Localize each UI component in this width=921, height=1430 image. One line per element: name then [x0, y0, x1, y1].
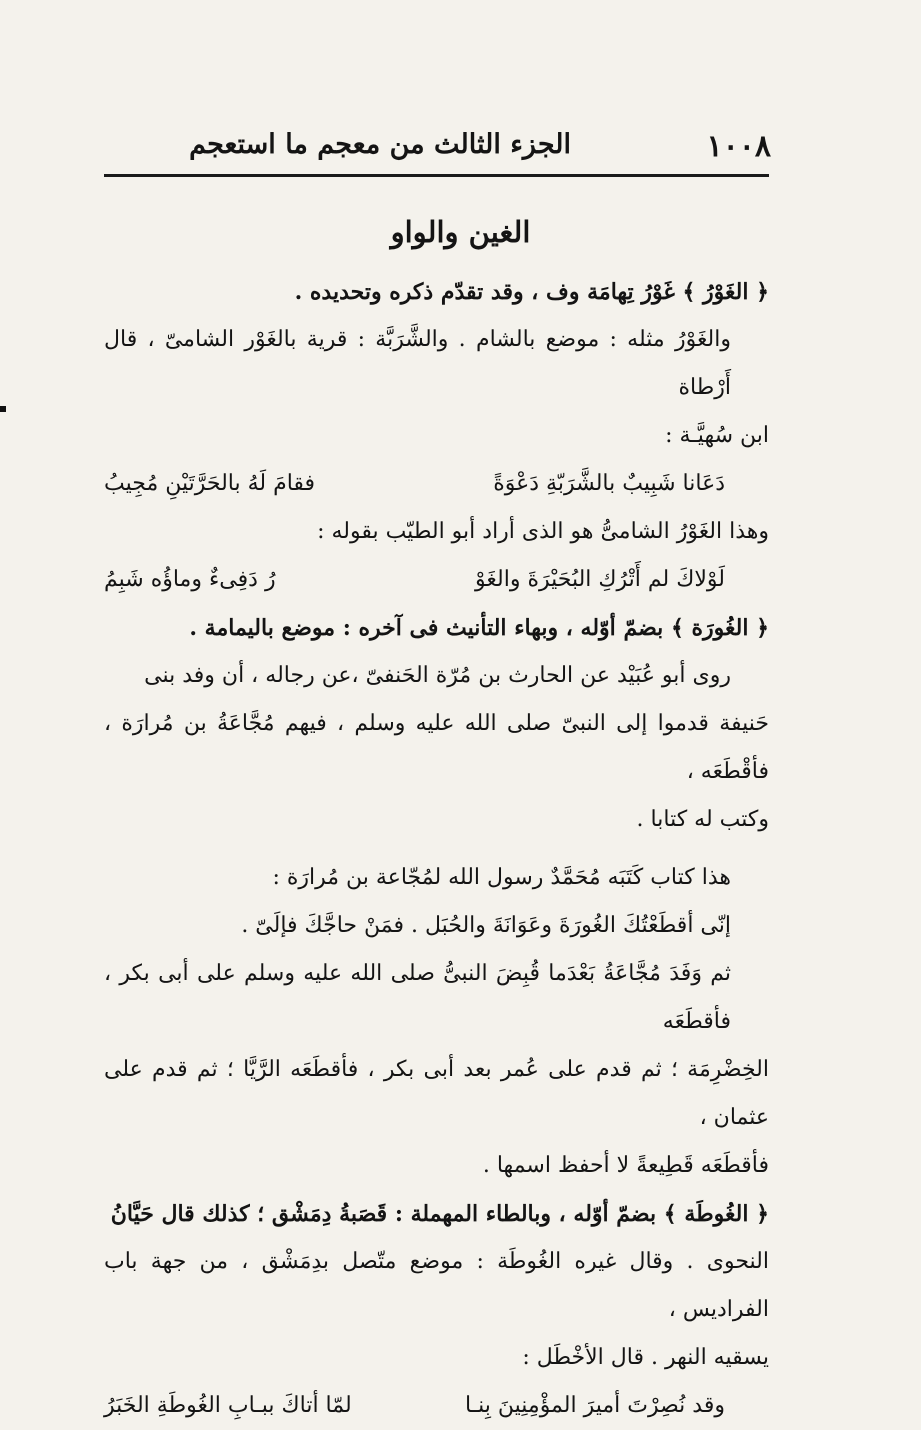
text-line: والغَوْرُ مثله : موضع بالشام . والشَّرَبَّة : قرية بالغَوْر الشامىّ ، قال أَرْطاة	[104, 327, 731, 400]
quote-line: هذا كتاب كَتَبَه مُحَمَّدٌ رسول الله لمُجّاعة بن مُرارَة :	[272, 865, 731, 890]
margin-mark	[0, 406, 6, 412]
body-text	[104, 268, 769, 1430]
verse-hemistich: دَعَانا شَبِيبٌ بالشَّرَبّةِ دَعْوَةً	[493, 471, 725, 496]
text-line: النحوى . وقال غيره الغُوطَة : موضع متّصل بدِمَشْق ، من جهة باب الفراديس ،	[104, 1249, 769, 1322]
text-line: فأقطَعَه قَطِيعةً لا أحفظ اسمها .	[482, 1153, 769, 1178]
verse-hemistich: وقد نُصِرْتَ أميرَ المؤْمِنِينَ بِنـا	[464, 1393, 725, 1418]
text-line: ثم وَفَدَ مُجَّاعَةُ بَعْدَما قُبِضَ النبىُّ صلى الله عليه وسلم على أبى بكر ، فأقطَعَه	[104, 961, 731, 1034]
text-line: ابن سُهيَّـة :	[665, 423, 769, 448]
text-line: وكتب له كتابا .	[636, 807, 769, 832]
page-number: ١٠٠٨	[706, 129, 771, 164]
verse-line	[104, 460, 769, 508]
entry-line: ﴿ الغَوْرُ ﴾ غَوْرُ تِهامَة وف ، وقد تقدّم ذكره وتحديده .	[294, 279, 769, 305]
spacer	[104, 844, 769, 854]
verse-hemistich: لَوْلاكَ لم أَتْرُكِ البُحَيْرَةَ والغَوْ	[475, 567, 725, 592]
verse-line	[104, 1382, 769, 1430]
verse-hemistich: فقامَ لَهُ بالحَرَّتَيْنِ مُجِيبُ	[104, 471, 316, 496]
text-line: وهذا الغَوْرُ الشامىُّ هو الذى أراد أبو الطيّب بقوله :	[317, 519, 769, 544]
verse-hemistich: لمّا أتاكَ ببـابِ الغُوطَةِ الخَبَرُ	[104, 1393, 352, 1418]
text-line: يسقيه النهر . قال الأخْطَل :	[522, 1345, 769, 1370]
quote-line: إنّى أقطَعْتُكَ الغُورَةَ وعَوَانَةَ والحُبَل . فمَنْ حاجَّكَ فإلَىّ .	[241, 913, 731, 938]
verse-hemistich: رُ دَفِىءٌ وماؤُه شَبِمُ	[104, 567, 276, 592]
page-header	[104, 125, 771, 165]
header-rule	[104, 174, 769, 177]
section-title: الغين والواو	[390, 215, 531, 249]
entry-line: ﴿ الغُورَة ﴾ بضمّ أوّله ، وبهاء التأنيث فى آخره : موضع باليمامة .	[189, 615, 769, 641]
entry-line: ﴿ الغُوطَة ﴾ بضمّ أوّله ، وبالطاء المهملة : قَصَبةُ دِمَشْق ؛ كذلك قال حَيَّانُ	[110, 1201, 769, 1227]
text-line: روى أبو عُبَيْد عن الحارث بن مُرّة الحَنفىّ ،عن رجاله ، أن وفد بنى	[144, 663, 731, 688]
text-line: حَنيفة قدموا إلى النبىّ صلى الله عليه وسلم ، فيهم مُجَّاعَةُ بن مُرارَة ، فأقْطَعَه ،	[104, 711, 769, 784]
running-title: الجزء الثالث من معجم ما استعجم	[189, 129, 571, 160]
verse-line	[104, 556, 769, 604]
text-line: الخِضْرِمَة ؛ ثم قدم على عُمر بعد أبى بكر ، فأقطَعَه الرَّيَّا ؛ ثم قدم على عثمان ،	[104, 1057, 769, 1130]
